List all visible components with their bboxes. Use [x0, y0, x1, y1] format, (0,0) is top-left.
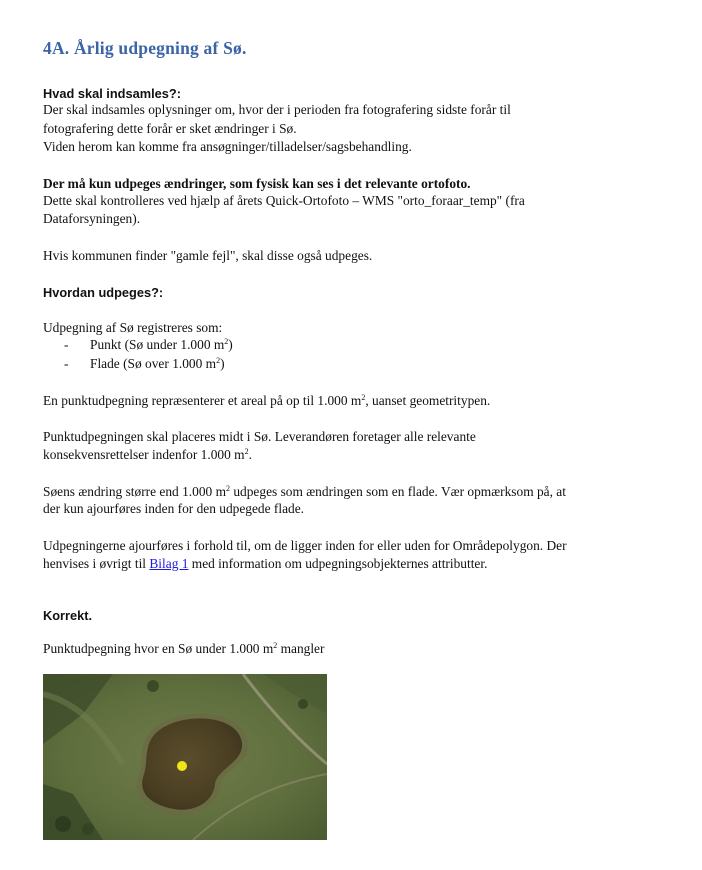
bullet-item-point: Punkt (Sø under 1.000 $m^2$)	[90, 337, 233, 352]
paragraph-line: Søens ændring større end 1.000 $m^2$ udpeges som ændringen som en flade. Vær opmærksom på, at	[43, 484, 566, 499]
paragraph-line: Punktudpegning hvor en Sø under 1.000 $m^2$ mangler	[43, 641, 325, 656]
paragraph-line: Hvis kommunen finder "gamle fejl", skal disse også udpeges.	[43, 248, 373, 263]
aerial-photo-lake	[43, 674, 327, 840]
section-heading: 4A. Årlig udpegning af Sø.	[43, 38, 247, 58]
bullet-marker: -	[64, 337, 69, 352]
bullet-item-area: Flade (Sø over 1.000 $m^2$)	[90, 356, 225, 371]
what-to-collect-heading: Hvad skal indsamles?:	[43, 86, 181, 101]
paragraph-line: konsekvensrettelser indenfor 1.000 $m^2$.	[43, 447, 252, 462]
aerial-photo-graphic	[43, 674, 327, 840]
paragraph-line: En punktudpegning repræsenterer et areal på op til 1.000 $m^2$, uanset geometritypen.	[43, 393, 491, 408]
bold-rule-line: Der må kun udpeges ændringer, som fysisk kan ses i det relevante ortofoto.	[43, 176, 471, 191]
paragraph-line: henvises i øvrigt til Bilag 1 med information om udpegningsobjekternes attributter.	[43, 556, 488, 571]
paragraph-line: Punktudpegningen skal placeres midt i Sø. Leverandøren foretager alle relevante	[43, 429, 476, 444]
paragraph-line: Dette skal kontrolleres ved hjælp af årets Quick-Ortofoto – WMS "orto_foraar_temp" (fra	[43, 193, 525, 208]
point-marker	[177, 761, 187, 771]
paragraph-line: Viden herom kan komme fra ansøgninger/tilladelser/sagsbehandling.	[43, 139, 412, 154]
paragraph-line: Der skal indsamles oplysninger om, hvor der i perioden fra fotografering sidste forår til	[43, 102, 511, 117]
bullet-marker: -	[64, 356, 69, 371]
paragraph-line: Dataforsyningen).	[43, 211, 141, 226]
paragraph-line: Udpegning af Sø registreres som:	[43, 320, 223, 335]
paragraph-line: der kun ajourføres inden for den udpegede flade.	[43, 501, 305, 516]
correct-heading: Korrekt.	[43, 608, 93, 623]
paragraph-line: Udpegningerne ajourføres i forhold til, om de ligger inden for eller uden for Områdepolygon. Der	[43, 538, 567, 553]
paragraph-line: fotografering dette forår er sket ændringer i Sø.	[43, 121, 297, 136]
bilag-1-link[interactable]: Bilag 1	[149, 556, 189, 571]
how-to-designate-heading: Hvordan udpeges?:	[43, 285, 164, 300]
